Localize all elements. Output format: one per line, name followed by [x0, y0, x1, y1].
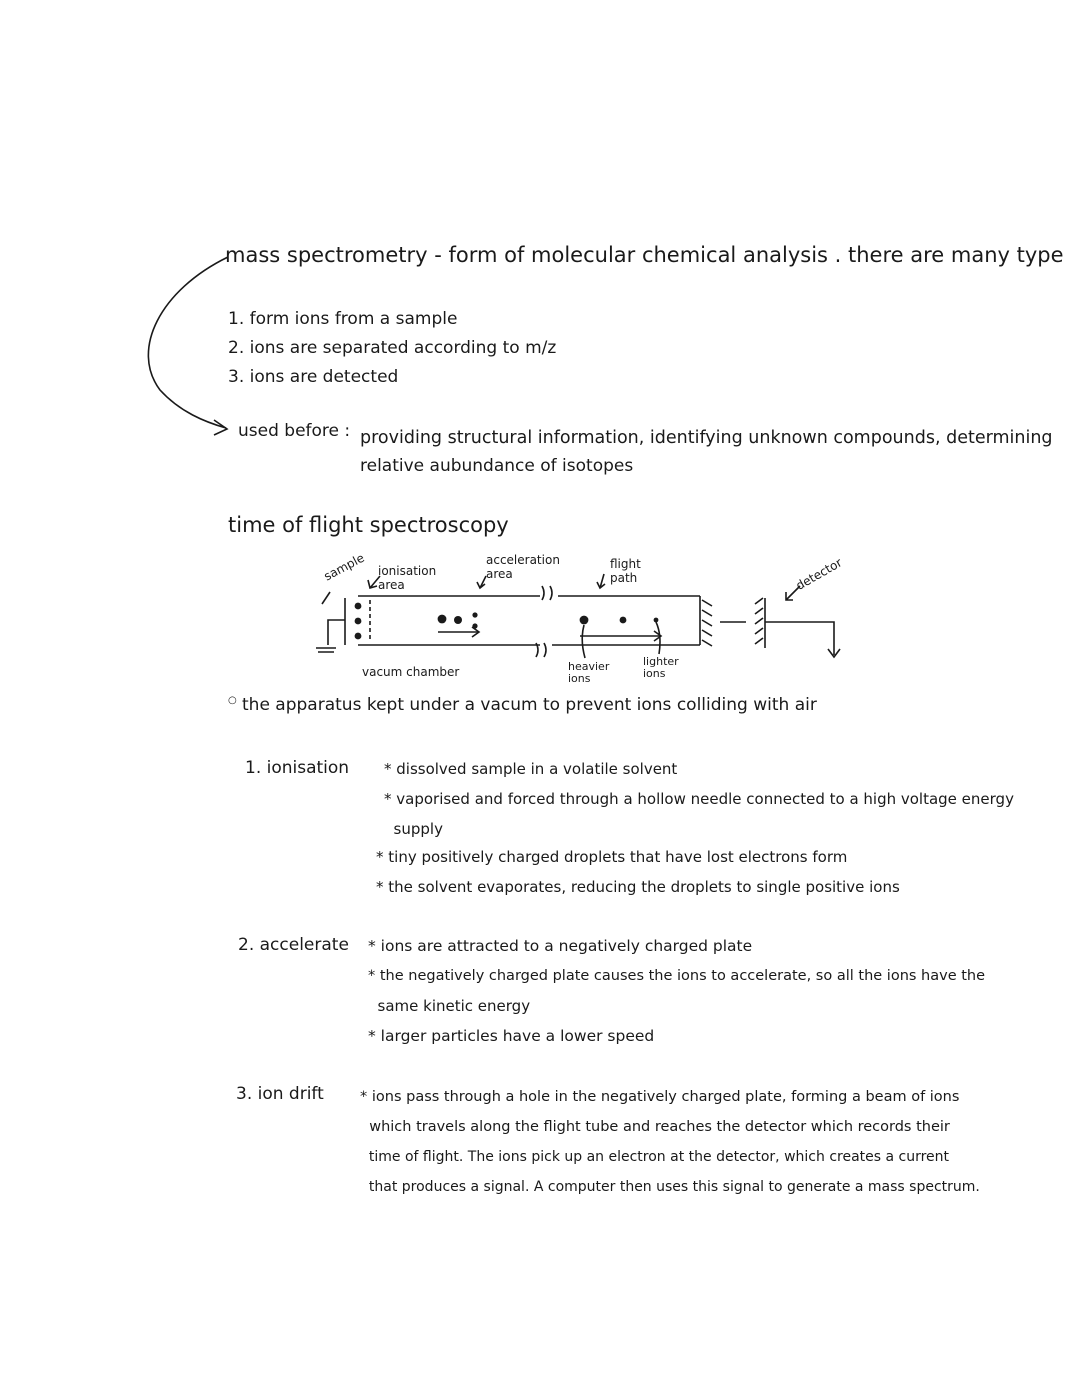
used-before-line-2: relative aubundance of isotopes: [360, 456, 634, 476]
accelerate-bullet-3: * larger particles have a lower speed: [368, 1027, 655, 1045]
ion-dot-1: [438, 615, 447, 624]
section-ionisation-title: 1. ionisation: [245, 758, 350, 778]
light-ion-dot: [654, 618, 659, 623]
ion-drift-line-3: time of flight. The ions pick up an electron at the detector, which creates a current: [360, 1149, 950, 1165]
ground-symbol: [316, 648, 336, 652]
detector-hatch: [755, 598, 763, 644]
label-acceleration-area: acceleration area: [486, 553, 560, 581]
accelerate-bullet-2-cont: same kinetic energy: [368, 997, 531, 1015]
section-ion-drift-title: 3. ion drift: [236, 1084, 324, 1104]
sample-dot-2: [355, 618, 362, 625]
medium-ion-dot: [620, 617, 627, 624]
used-before-line-1: providing structural information, identifying unknown compounds, determining: [360, 428, 1053, 448]
heavy-ion-dot: [580, 616, 589, 625]
label-sample: sample: [321, 550, 367, 584]
ion-dot-3: [472, 612, 477, 617]
label-lighter-ions: lighter ions: [643, 655, 679, 681]
flight-pointer: [597, 574, 605, 588]
ionisation-bullet-3: * tiny positively charged droplets that have lost electrons form: [376, 848, 848, 866]
ion-dot-4: [472, 623, 477, 628]
ion-drift-line-2: which travels along the flight tube and reaches the detector which records their: [360, 1119, 950, 1135]
break-top: [542, 586, 552, 600]
label-heavier-ions: heavier ions: [568, 660, 610, 686]
section-accelerate-title: 2. accelerate: [238, 935, 349, 955]
sample-dot-3: [355, 633, 362, 640]
used-before-label: used before :: [238, 421, 351, 441]
heavier-pointer: [582, 625, 585, 658]
tof-heading: time of flight spectroscopy: [228, 513, 509, 537]
break-bottom: [536, 643, 546, 657]
tube-end-hatch: [702, 600, 712, 646]
detector-wire: [765, 622, 834, 655]
label-vacuum-chamber: vacum chamber: [362, 665, 460, 679]
step-3: 3. ions are detected: [228, 367, 399, 387]
label-flight-path: flight path: [610, 557, 641, 585]
ion-dot-2: [454, 616, 462, 624]
tof-note: the apparatus kept under a vacum to prevent ions colliding with air: [242, 695, 817, 715]
accelerate-bullet-1: * ions are attracted to a negatively charged plate: [368, 937, 753, 955]
sample-dot-1: [355, 603, 362, 610]
ground-wire: [328, 620, 345, 645]
page-title: mass spectrometry - form of molecular chemical analysis . there are many type: [225, 243, 1064, 267]
ionisation-bullet-1: * dissolved sample in a volatile solvent: [384, 760, 678, 778]
label-detector: detector: [793, 555, 845, 593]
accelerate-bullet-2: * the negatively charged plate causes the ions to accelerate, so all the ions have the: [368, 968, 986, 984]
step-1: 1. form ions from a sample: [228, 309, 458, 329]
note-bullet-icon: ○: [228, 695, 237, 706]
ionisation-bullet-2-cont: supply: [384, 820, 443, 838]
acceleration-pointer: [477, 576, 486, 588]
ion-drift-line-1: * ions pass through a hole in the negatively charged plate, forming a beam of ions: [360, 1089, 960, 1105]
ionisation-bullet-2: * vaporised and forced through a hollow needle connected to a high voltage energy: [384, 790, 1014, 808]
ion-drift-line-4: that produces a signal. A computer then uses this signal to generate a mass spectrum.: [360, 1179, 980, 1195]
sample-pointer: [322, 592, 330, 604]
label-ionisation-area: ionisation area: [378, 564, 437, 592]
step-2: 2. ions are separated according to m/z: [228, 338, 557, 358]
ionisation-bullet-4: * the solvent evaporates, reducing the droplets to single positive ions: [376, 878, 900, 896]
